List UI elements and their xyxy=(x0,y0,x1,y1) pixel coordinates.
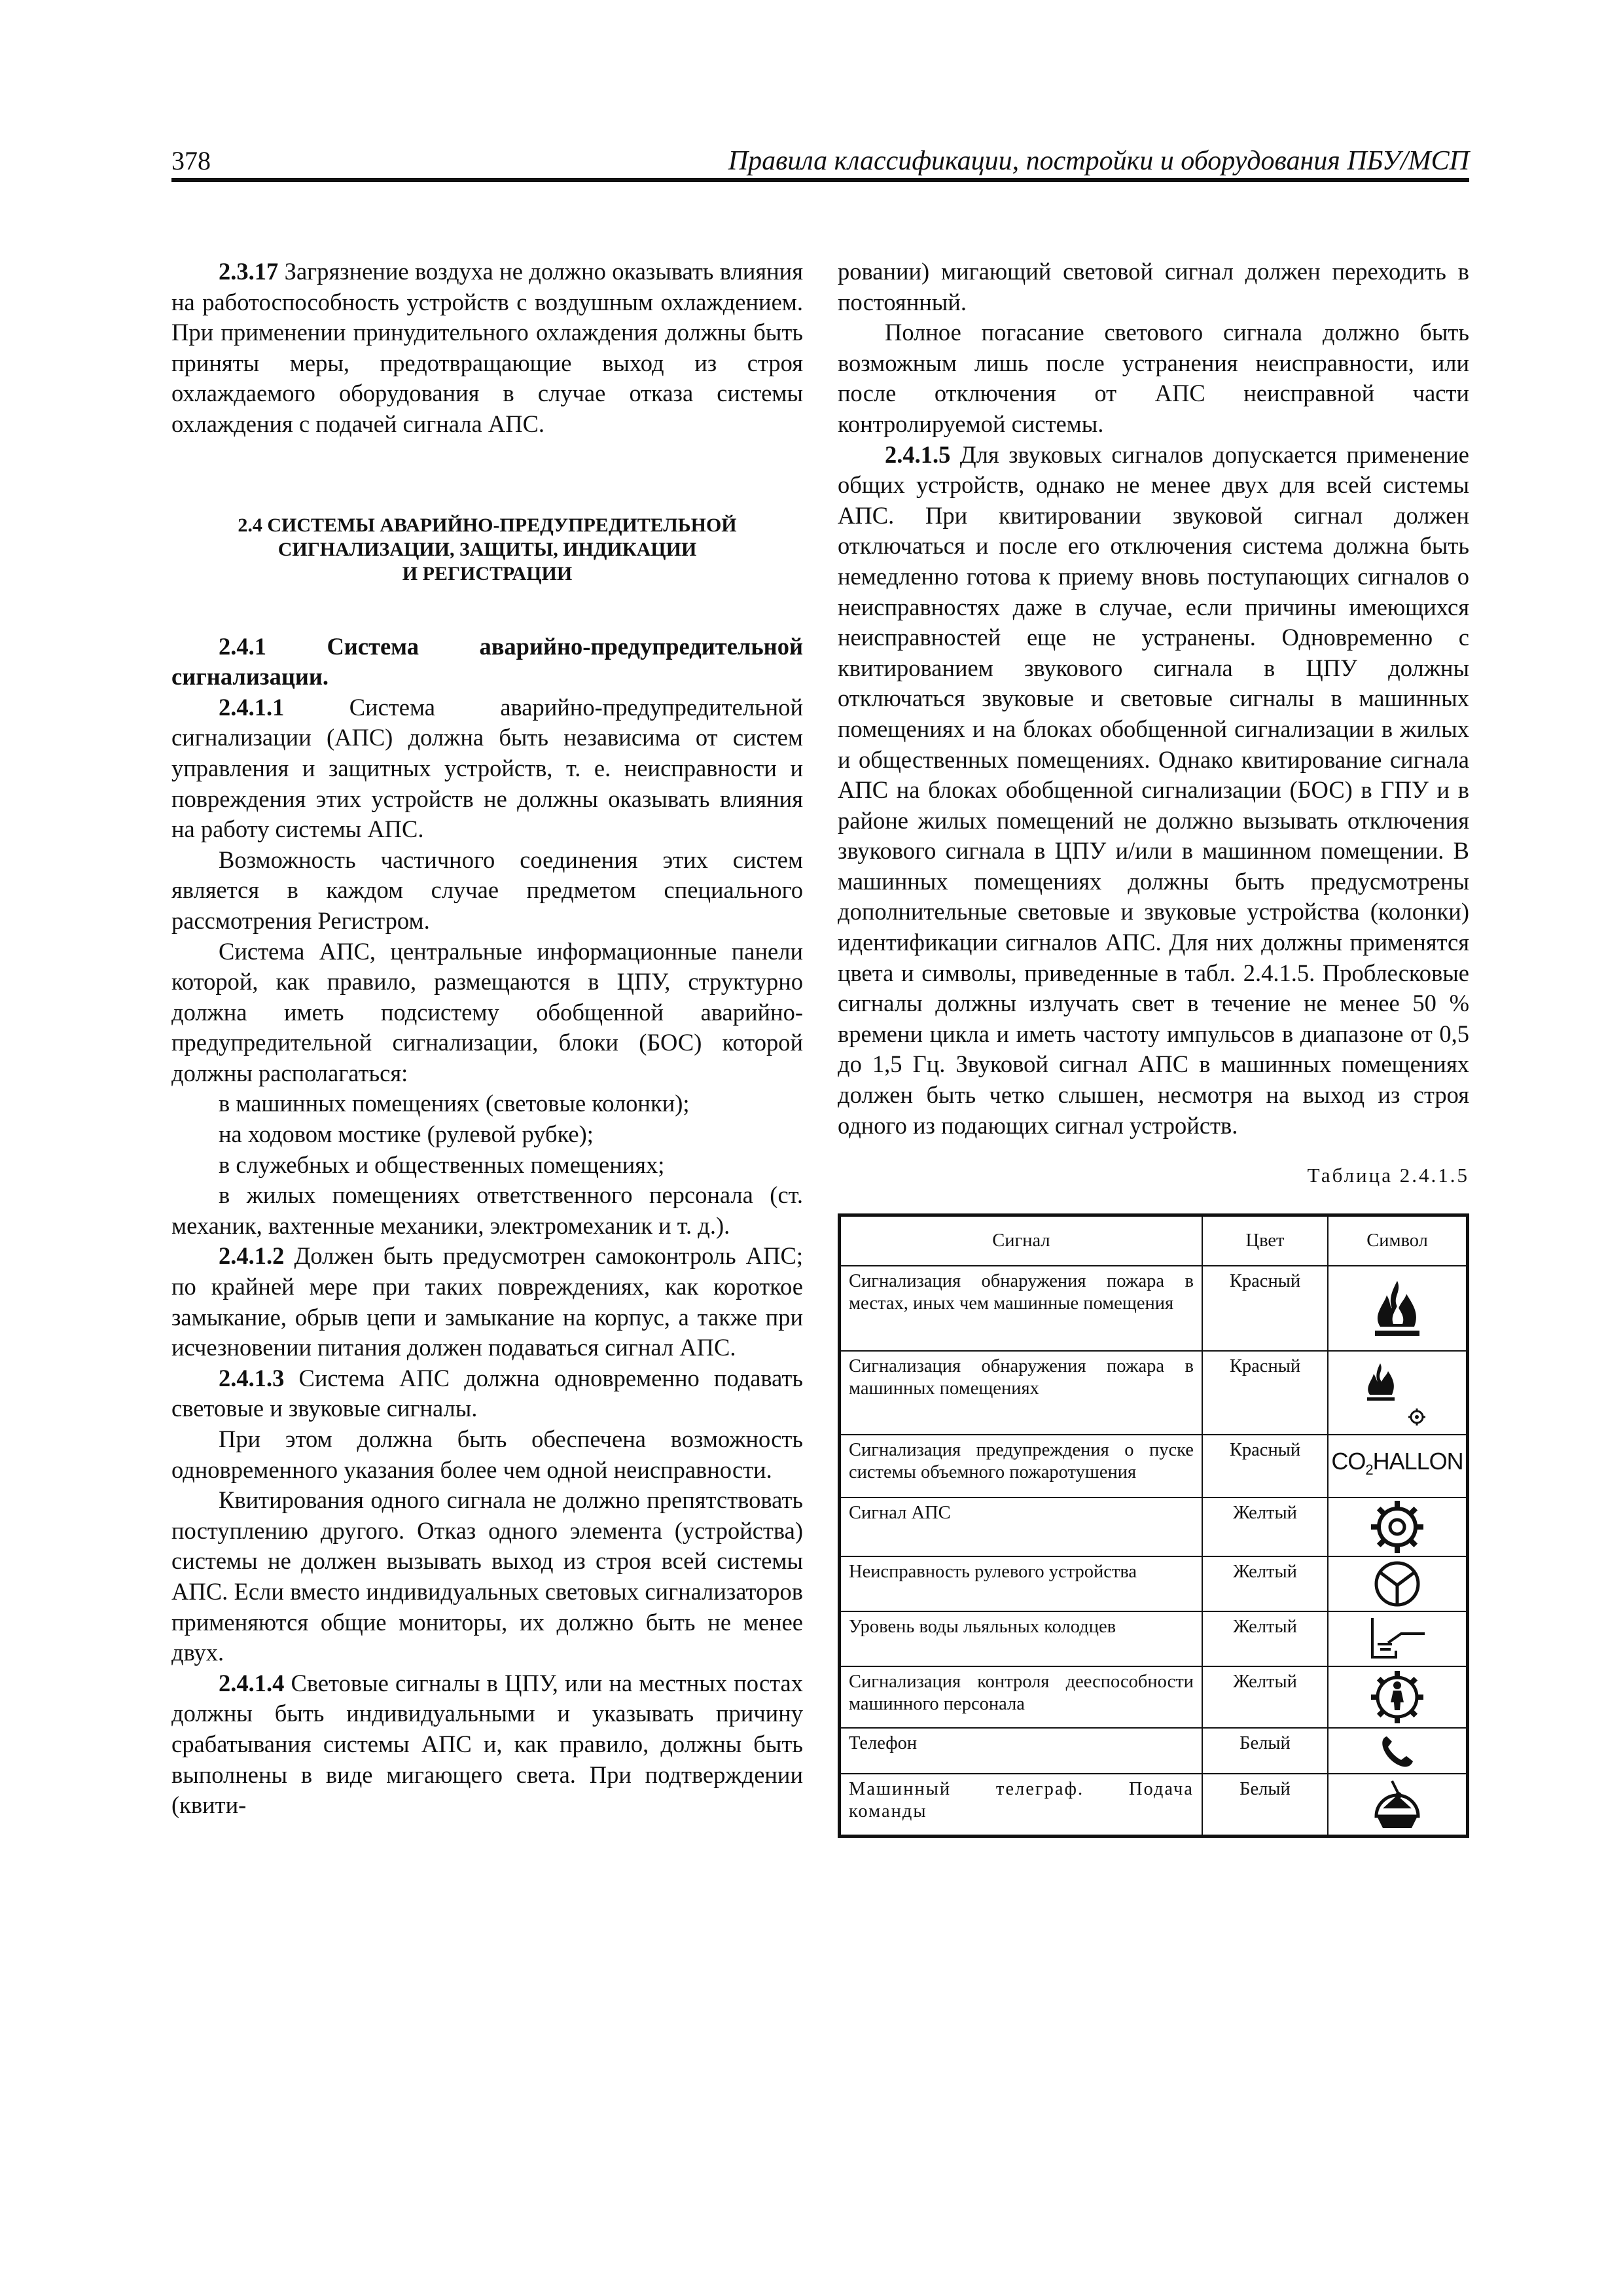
paragraph-system: Система АПС, центральные информационные панели которой, как правило, размещаются в ЦПУ, структурно должна иметь подсистему обобщенной аварийно-предупредительной сигнализации, блоки (БОС) которой должны располагаться: xyxy=(171,937,803,1086)
fire-machinery-icon xyxy=(1330,1357,1465,1429)
subsection-title: 2.4.1 Система аварийно-предупредительной сигнализации. xyxy=(171,632,803,691)
page-header xyxy=(171,145,1469,175)
table-row xyxy=(840,1556,1468,1611)
clause-number: 2.4.1.4 xyxy=(219,1669,285,1696)
header-color: Цвет xyxy=(1202,1215,1328,1266)
paragraph-2-4-1-3 xyxy=(171,1363,803,1424)
list-item: в жилых помещениях ответственного персонала (ст. механик, вахтенные механики, электромеханик и т. д.). xyxy=(171,1181,803,1239)
table-row xyxy=(840,1435,1468,1498)
clause-text: Система АПС должна одновременно подавать световые и звуковые сигналы. xyxy=(171,1364,803,1422)
gear-icon xyxy=(1330,1499,1465,1554)
header-rule xyxy=(171,178,1469,182)
header-signal: Сигнал xyxy=(840,1215,1202,1266)
signal-cell: Сигнализация обнаружения пожара в машинных помещениях xyxy=(840,1351,1202,1435)
paragraph-2-3-17 xyxy=(171,257,803,440)
paragraph-2-4-1-1 xyxy=(171,692,803,845)
signal-cell: Телефон xyxy=(840,1728,1202,1774)
clause-number: 2.4.1.1 xyxy=(219,693,285,721)
signal-cell: Сигнализация предупреждения о пуске системы объемного пожаротушения xyxy=(840,1435,1202,1498)
clause-number: 2.4.1.3 xyxy=(219,1364,285,1391)
table-row xyxy=(840,1728,1468,1774)
symbol-cell xyxy=(1328,1556,1467,1611)
color-cell: Желтый xyxy=(1202,1611,1328,1666)
spacer xyxy=(171,440,803,513)
paragraph-acknowledge: Квитирования одного сигнала не должно препятствовать поступлению другого. Отказ одного элемента (устройства) системы не должен вызывать выход из строя всей системы АПС. Если вместо индивидуальных световых сигнализаторов применяются общие мониторы, их должно быть не менее двух. xyxy=(171,1486,803,1666)
person-gear-icon xyxy=(1330,1670,1465,1725)
table-header-row xyxy=(840,1215,1468,1266)
color-cell: Желтый xyxy=(1202,1666,1328,1728)
clause-text: Должен быть предусмотрен самоконтроль АПС; по крайней мере при таких повреждениях, как короткое замыкание, обрыв цепи и замыкание на корпус, а также при исчезновении питания должен подаваться сигнал АПС. xyxy=(171,1242,803,1361)
telegraph-icon xyxy=(1330,1777,1465,1832)
paragraph-2-4-1-2 xyxy=(171,1241,803,1363)
paragraph-2-4-1-4 xyxy=(171,1668,803,1821)
page-number: 378 xyxy=(171,146,211,175)
clause-text: Световые сигналы в ЦПУ, или на местных постах должны быть индивидуальными и указывать причину срабатывания системы АПС и, как правило, должны быть выполнены в виде мигающего света. При подтверждении (квити- xyxy=(171,1669,803,1819)
section-title xyxy=(171,513,803,586)
signal-cell: Неисправность рулевого устройства xyxy=(840,1556,1202,1611)
symbol-cell xyxy=(1328,1728,1467,1774)
symbol-cell xyxy=(1328,1351,1467,1435)
symbol-cell xyxy=(1328,1266,1467,1351)
table-row xyxy=(840,1266,1468,1351)
paragraph-at-this: При этом должна быть обеспечена возможность одновременного указания более чем одной неисправности. xyxy=(171,1426,803,1483)
signal-cell: Сигнал АПС xyxy=(840,1498,1202,1556)
co2-halon-icon: $CO_2HALLON$ xyxy=(1331,1448,1463,1479)
clause-number: 2.3.17 xyxy=(219,258,279,285)
left-column xyxy=(171,257,803,1821)
bilge-level-icon xyxy=(1330,1614,1465,1664)
color-cell: Желтый xyxy=(1202,1498,1328,1556)
color-cell: Красный xyxy=(1202,1351,1328,1435)
signal-cell: Сигнализация обнаружения пожара в местах, иных чем машинные помещения xyxy=(840,1266,1202,1351)
list-item: на ходовом мостике (рулевой рубке); xyxy=(219,1121,594,1148)
clause-number: 2.4.1.5 xyxy=(885,440,951,468)
paragraph-possibility: Возможность частичного соединения этих систем является в каждом случае предметом специального рассмотрения Регистром. xyxy=(171,846,803,934)
color-cell: Белый xyxy=(1202,1774,1328,1837)
signal-cell: Машинный телеграф. Подача команды xyxy=(840,1774,1202,1837)
signals-table xyxy=(838,1213,1469,1839)
clause-text: Загрязнение воздуха не должно оказывать влияния на работоспособность устройств с воздушным охлаждением. При применении принудительного охлаждения должны быть приняты меры, предотвращающие выход из строя охлаждаемого оборудования в случае отказа системы охлаждения с подачей сигнала АПС. xyxy=(171,258,803,437)
fire-icon xyxy=(1330,1276,1465,1341)
symbol-cell xyxy=(1328,1774,1467,1837)
section-title-line-1: 2.4 СИСТЕМЫ АВАРИЙНО-ПРЕДУПРЕДИТЕЛЬНОЙ xyxy=(238,514,737,536)
clause-text: Для звуковых сигналов допускается применение общих устройств, однако не менее двух для всей системы АПС. При квитировании звуковой сигнал должен отключаться и после его отключения система должна быть немедленно готова к приему вновь поступающих сигналов о неисправностях даже в случае, если причины имеющихся неисправностей еще не устранены. Одновременно с квитированием звукового сигнала в ЦПУ должны отключаться звуковые и световые сигналы в машинных помещениях и на блоках обобщенной сигнализации в жилых и общественных помещениях. Однако квитирование сигнала АПС на блоках обобщенной сигнализации (БОС) в ГПУ и в районе жилых помещений не должно вызывать отключения звукового сигнала в ЦПУ и/или в машинном помещении. В машинных помещениях должны быть предусмотрены дополнительные световые и звуковые устройства (колонки) идентификации сигналов АПС. Для них должны применятся цвета и символы, приведенные в табл. 2.4.1.5. Проблесковые сигналы должны излучать свет в течение не менее 50 % времени цикла и иметь частоту импульсов в диапазоне от 0,5 до 1,5 Гц. Звуковой сигнал АПС в машинных помещениях должен быть четко слышен, несмотря на выход из строя одного из подающих сигнал устройств. xyxy=(838,440,1469,1139)
table-row xyxy=(840,1774,1468,1837)
table-row xyxy=(840,1498,1468,1556)
paragraph-continued: ровании) мигающий световой сигнал должен переходить в постоянный. xyxy=(838,258,1469,315)
table-row xyxy=(840,1351,1468,1435)
symbol-cell xyxy=(1328,1435,1467,1498)
section-title-line-2: СИГНАЛИЗАЦИИ, ЗАЩИТЫ, ИНДИКАЦИИ xyxy=(277,538,697,560)
table-row xyxy=(840,1611,1468,1666)
paragraph-extinguish: Полное погасание светового сигнала должно быть возможным лишь после устранения неисправности, или после отключения от АПС неисправной части контролируемой системы. xyxy=(838,319,1469,437)
color-cell: Красный xyxy=(1202,1435,1328,1498)
symbol-cell xyxy=(1328,1611,1467,1666)
right-column xyxy=(838,257,1469,1838)
symbol-cell xyxy=(1328,1666,1467,1728)
color-cell: Красный xyxy=(1202,1266,1328,1351)
section-title-line-3: И РЕГИСТРАЦИИ xyxy=(402,562,573,584)
signal-cell: Сигнализация контроля дееспособности машинного персонала xyxy=(840,1666,1202,1728)
running-title: Правила классификации, постройки и оборудования ПБУ/МСП xyxy=(728,146,1469,176)
list-item: в машинных помещениях (световые колонки); xyxy=(219,1090,690,1117)
signal-cell: Уровень воды льяльных колодцев xyxy=(840,1611,1202,1666)
clause-text: Система аварийно-предупредительной сигнализации (АПС) должна быть независима от систем управления и защитных устройств, т. е. неисправности и повреждения этих устройств не должны оказывать влияния на работу системы АПС. xyxy=(171,693,803,843)
telephone-icon xyxy=(1330,1732,1465,1769)
color-cell: Белый xyxy=(1202,1728,1328,1774)
table-row xyxy=(840,1666,1468,1728)
list-item: в служебных и общественных помещениях; xyxy=(219,1151,665,1178)
table-caption: Таблица 2.4.1.5 xyxy=(1307,1164,1469,1187)
color-cell: Желтый xyxy=(1202,1556,1328,1611)
steering-wheel-icon xyxy=(1330,1559,1465,1609)
header-symbol: Символ xyxy=(1328,1215,1467,1266)
clause-number: 2.4.1.2 xyxy=(219,1242,285,1270)
symbol-cell xyxy=(1328,1498,1467,1556)
paragraph-2-4-1-5 xyxy=(838,440,1469,1141)
